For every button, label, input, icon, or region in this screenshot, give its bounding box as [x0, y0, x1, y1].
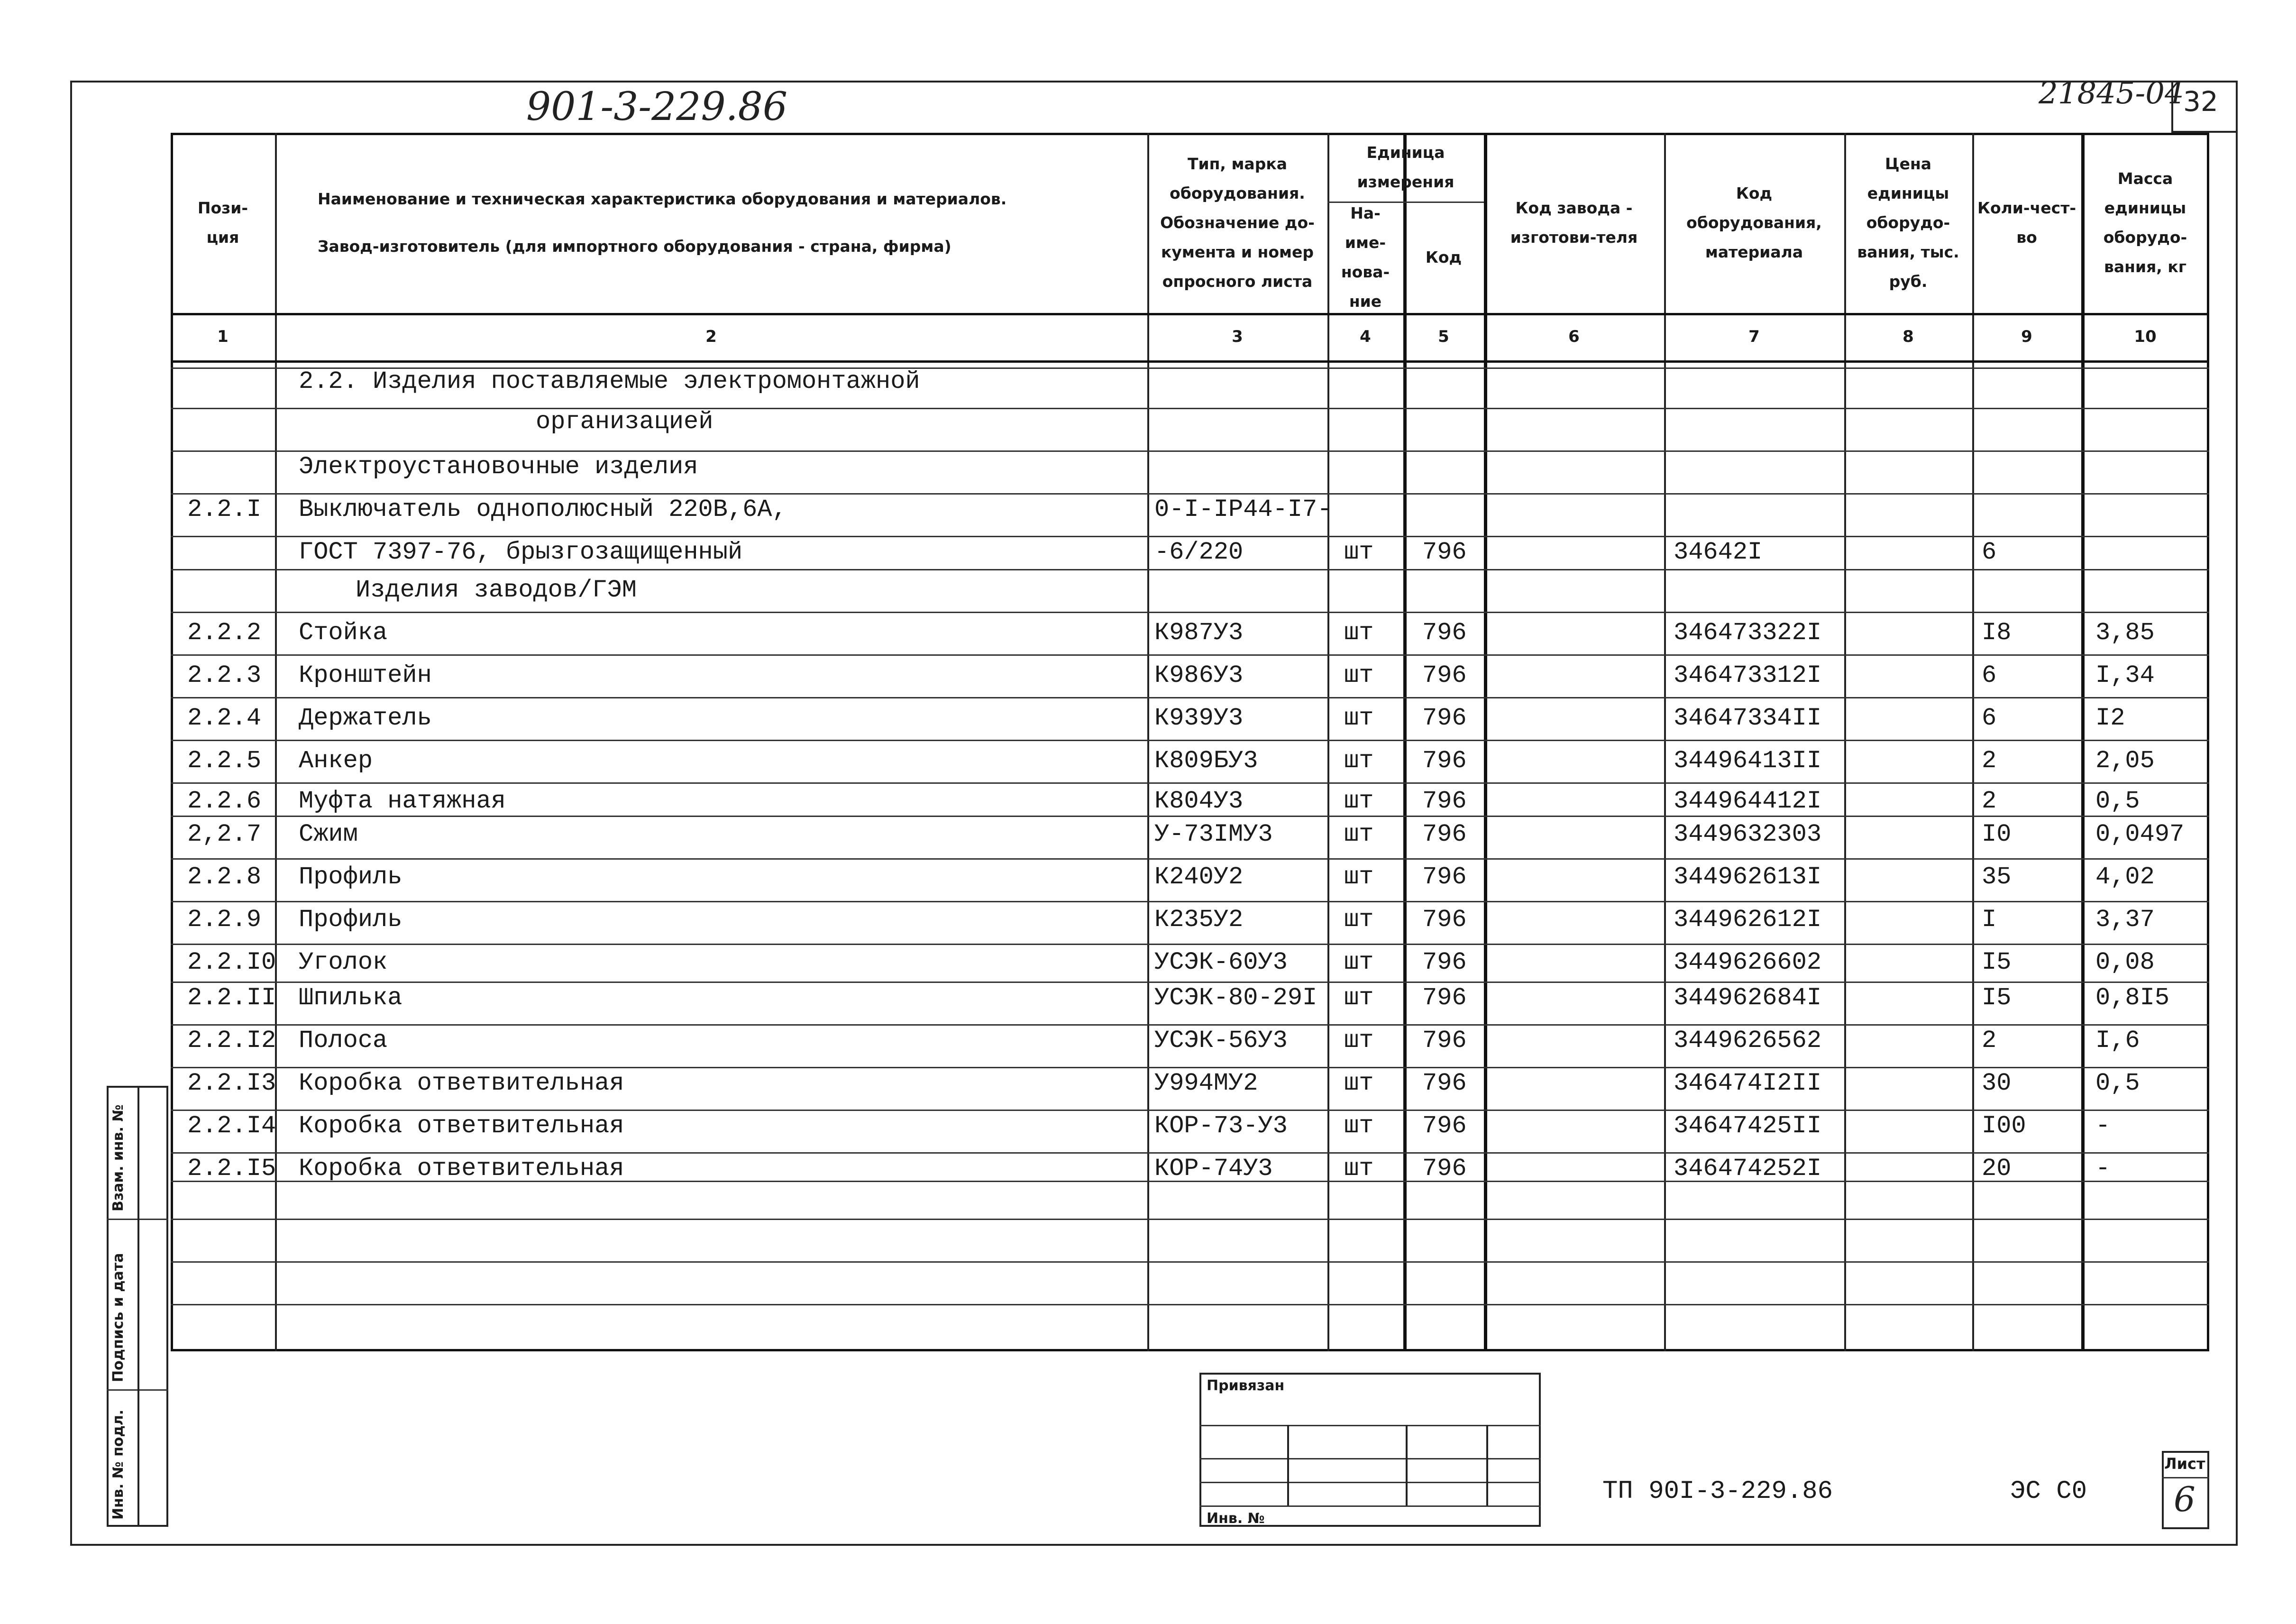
side-label-inv: Инв. № подл. [110, 1409, 127, 1520]
row-pos: 2.2.9 [187, 906, 262, 934]
row-pos: 2.2.I [187, 495, 262, 523]
row-equip: 346473312I [1674, 661, 1822, 689]
row-mass: - [2095, 1155, 2111, 1183]
title-block-line [1199, 1482, 1541, 1483]
column-header-price: Цена единицы оборудо-вания, тыс. руб. [1857, 155, 1965, 291]
row-unit: шт [1344, 948, 1374, 976]
row-divider [171, 782, 2209, 784]
row-pos: 2.2.I2 [187, 1027, 276, 1055]
column-number-qty: 9 [2021, 327, 2032, 346]
row-unit: шт [1344, 906, 1374, 934]
row-name: Профиль [299, 863, 402, 891]
row-unit: шт [1344, 747, 1374, 775]
row-name: Коробка ответвительная [299, 1112, 624, 1140]
row-code: 796 [1422, 948, 1467, 976]
row-divider [171, 654, 2209, 656]
row-pos: 2.2.5 [187, 747, 262, 775]
row-qty: 6 [1982, 661, 1997, 689]
row-type: КОР-74У3 [1154, 1155, 1273, 1183]
column-header-unit_group: Единица измерения [1357, 143, 1454, 191]
row-mass: 0,0497 [2095, 820, 2185, 848]
row-equip: 346474252I [1674, 1155, 1822, 1183]
column-header-pos: Пози- ция [197, 199, 248, 247]
row-divider [171, 569, 2209, 570]
row-code: 796 [1422, 984, 1467, 1012]
row-type: -6/220 [1154, 538, 1244, 566]
row-mass: - [2095, 1112, 2111, 1140]
row-divider [171, 1067, 2209, 1068]
page-number: 32 [2183, 85, 2218, 118]
row-type: К939У3 [1154, 704, 1244, 732]
column-header-mass: Масса единицы оборудо-вания, кг [2103, 169, 2192, 276]
row-divider [171, 901, 2209, 902]
row-type: 0-I-IP44-I7- [1154, 495, 1332, 523]
doc-code-left: 901-3-229.86 [526, 84, 788, 129]
row-divider [171, 1304, 2209, 1305]
row-type: К235У2 [1154, 906, 1244, 934]
title-block-line [1406, 1425, 1408, 1505]
row-unit: шт [1344, 984, 1374, 1012]
column-header-qty: Коли-чест-во [1977, 199, 2076, 247]
row-equip: 3449632303 [1674, 820, 1822, 848]
row-divider [171, 1024, 2209, 1026]
row-mass: 0,5 [2095, 787, 2140, 815]
row-qty: I5 [1982, 948, 2012, 976]
row-qty: 6 [1982, 704, 1997, 732]
row-divider [171, 493, 2209, 495]
row-equip: 344962612I [1674, 906, 1822, 934]
header-line [171, 313, 2209, 315]
title-block-line [1199, 1425, 1541, 1426]
row-pos: 2.2.I0 [187, 948, 276, 976]
row-type: К804У3 [1154, 787, 1244, 815]
row-qty: I8 [1982, 619, 2012, 647]
row-code: 796 [1422, 1112, 1467, 1140]
row-code: 796 [1422, 704, 1467, 732]
row-equip: 3449626602 [1674, 948, 1822, 976]
column-header-type: Тип, марка оборудования. Обозначение до-кумента и номер опросного листа [1160, 155, 1319, 291]
row-code: 796 [1422, 661, 1467, 689]
row-pos: 2.2.8 [187, 863, 262, 891]
row-code: 796 [1422, 538, 1467, 566]
row-divider [171, 816, 2209, 817]
row-type: У-73IМУ3 [1154, 820, 1273, 848]
row-qty: 30 [1982, 1069, 2012, 1097]
row-type: К987У3 [1154, 619, 1244, 647]
row-mass: 0,8I5 [2095, 984, 2170, 1012]
row-pos: 2.2.I3 [187, 1069, 276, 1097]
row-unit: шт [1344, 1027, 1374, 1055]
column-divider [1327, 133, 1329, 1351]
column-header-plant_code: Код завода - изготови-теля [1510, 199, 1638, 247]
equipment-table [171, 133, 2209, 1351]
row-unit: шт [1344, 704, 1374, 732]
row-divider [171, 450, 2209, 452]
row-name: Коробка ответвительная [299, 1155, 624, 1183]
row-divider [171, 1152, 2209, 1154]
row-mass: I,6 [2095, 1027, 2140, 1055]
side-label-sign: Подпись и дата [110, 1253, 127, 1382]
row-name: 2.2. Изделия поставляемые электромонтажной [299, 367, 920, 395]
sheet-box-line [2162, 1477, 2209, 1478]
row-qty: I0 [1982, 820, 2012, 848]
row-divider [171, 1219, 2209, 1220]
row-unit: шт [1344, 863, 1374, 891]
column-header-name: Наименование и техническая характеристика оборудования и материалов. Завод-изготовитель (для импортного оборудования - страна, фирма) [318, 190, 1007, 256]
row-name: Выключатель однополюсный 220В,6А, [299, 495, 787, 523]
row-qty: I [1982, 906, 1997, 934]
row-unit: шт [1344, 1112, 1374, 1140]
row-name: Полоса [299, 1027, 388, 1055]
row-equip: 346473322I [1674, 619, 1822, 647]
row-qty: I00 [1982, 1112, 2026, 1140]
row-divider [171, 1110, 2209, 1111]
row-unit: шт [1344, 820, 1374, 848]
column-header-unit_code: Код [1425, 248, 1462, 266]
title-block-line [1199, 1458, 1541, 1459]
row-mass: 2,05 [2095, 747, 2155, 775]
column-divider [1147, 133, 1149, 1351]
row-type: УСЭК-60У3 [1154, 948, 1288, 976]
row-divider [171, 858, 2209, 860]
row-type: УСЭК-56У3 [1154, 1027, 1288, 1055]
row-name: Изделия заводов/ГЭМ [356, 576, 637, 604]
row-name: Анкер [299, 747, 373, 775]
sheet-number: 6 [2174, 1479, 2195, 1519]
row-unit: шт [1344, 619, 1374, 647]
row-mass: 3,85 [2095, 619, 2155, 647]
row-equip: 34642I [1674, 538, 1763, 566]
row-code: 796 [1422, 1027, 1467, 1055]
row-qty: 2 [1982, 747, 1997, 775]
title-block-line [1486, 1425, 1488, 1505]
row-name: ГОСТ 7397-76, брызгозащищенный [299, 538, 743, 566]
row-name: Электроустановочные изделия [299, 453, 698, 481]
column-divider [1484, 133, 1487, 1351]
stamp-privyazan: Привязан [1207, 1377, 1285, 1394]
column-number-name: 2 [705, 327, 717, 346]
row-qty: 6 [1982, 538, 1997, 566]
column-number-price: 8 [1903, 327, 1914, 346]
stamp-inv-no: Инв. № [1207, 1510, 1265, 1527]
row-unit: шт [1344, 1155, 1374, 1183]
row-equip: 34647425II [1674, 1112, 1822, 1140]
row-equip: 344964412I [1674, 787, 1822, 815]
row-pos: 2.2.4 [187, 704, 262, 732]
row-code: 796 [1422, 906, 1467, 934]
row-equip: 34647334II [1674, 704, 1822, 732]
row-divider [171, 697, 2209, 698]
row-divider [171, 536, 2209, 537]
row-qty: I5 [1982, 984, 2012, 1012]
row-name: Стойка [299, 619, 388, 647]
row-equip: 3449626562 [1674, 1027, 1822, 1055]
column-divider [1972, 133, 1974, 1351]
row-pos: 2.2.I5 [187, 1155, 276, 1183]
row-name: Уголок [299, 948, 388, 976]
title-block-line [1199, 1505, 1541, 1507]
doc-code-right: 21845-04 [2039, 76, 2184, 111]
column-divider [2081, 133, 2085, 1351]
row-pos: 2.2.3 [187, 661, 262, 689]
row-type: К986У3 [1154, 661, 1244, 689]
row-equip: 346474I2II [1674, 1069, 1822, 1097]
sheet-label: Лист [2164, 1455, 2205, 1473]
row-unit: шт [1344, 661, 1374, 689]
row-unit: шт [1344, 1069, 1374, 1097]
row-code: 796 [1422, 1155, 1467, 1183]
column-number-type: 3 [1232, 327, 1243, 346]
row-pos: 2.2.2 [187, 619, 262, 647]
row-name: Профиль [299, 906, 402, 934]
column-header-equip_code: Код оборудования, материала [1686, 184, 1828, 261]
row-divider [171, 612, 2209, 613]
row-name: Сжим [299, 820, 358, 848]
row-name: Коробка ответвительная [299, 1069, 624, 1097]
row-divider [171, 408, 2209, 409]
column-number-mass: 10 [2134, 327, 2157, 346]
row-name: Кронштейн [299, 661, 432, 689]
row-mass: 0,08 [2095, 948, 2155, 976]
row-unit: шт [1344, 538, 1374, 566]
title-block-line [1287, 1425, 1289, 1505]
row-equip: 34496413II [1674, 747, 1822, 775]
row-type: У994МУ2 [1154, 1069, 1258, 1097]
column-number-unit_name: 4 [1360, 327, 1371, 346]
row-qty: 35 [1982, 863, 2012, 891]
row-divider [171, 982, 2209, 983]
column-number-plant_code: 6 [1568, 327, 1580, 346]
row-name: Держатель [299, 704, 432, 732]
row-type: КОР-73-У3 [1154, 1112, 1288, 1140]
column-number-pos: 1 [217, 327, 229, 346]
row-divider [171, 1261, 2209, 1263]
row-code: 796 [1422, 747, 1467, 775]
row-name: Шпилька [299, 984, 402, 1012]
row-equip: 344962613I [1674, 863, 1822, 891]
row-name: организацией [536, 408, 713, 436]
row-pos: 2.2.I4 [187, 1112, 276, 1140]
row-unit: шт [1344, 787, 1374, 815]
column-divider [1844, 133, 1846, 1351]
row-type: К240У2 [1154, 863, 1244, 891]
column-number-equip_code: 7 [1748, 327, 1760, 346]
row-qty: 2 [1982, 787, 1997, 815]
row-mass: 4,02 [2095, 863, 2155, 891]
row-code: 796 [1422, 787, 1467, 815]
row-type: К809БУ3 [1154, 747, 1258, 775]
doc-mark: ЭС С0 [2010, 1477, 2087, 1506]
column-divider [1403, 133, 1407, 1351]
row-pos: 2.2.6 [187, 787, 262, 815]
row-qty: 20 [1982, 1155, 2012, 1183]
row-divider [171, 944, 2209, 945]
row-mass: 0,5 [2095, 1069, 2140, 1097]
column-header-unit_name: На-име-нова-ние [1341, 203, 1390, 311]
row-code: 796 [1422, 619, 1467, 647]
row-type: УСЭК-80-29I [1154, 984, 1317, 1012]
doc-title: ТП 90I-3-229.86 [1602, 1477, 1833, 1506]
row-pos: 2.2.II [187, 984, 276, 1012]
header-line [171, 360, 2209, 363]
row-qty: 2 [1982, 1027, 1997, 1055]
row-mass: I,34 [2095, 661, 2155, 689]
row-pos: 2,2.7 [187, 820, 262, 848]
side-label-vzam: Взам. инв. № [110, 1104, 127, 1211]
row-mass: I2 [2095, 704, 2125, 732]
row-code: 796 [1422, 820, 1467, 848]
row-equip: 344962684I [1674, 984, 1822, 1012]
side-strip-divider [137, 1086, 139, 1527]
row-name: Муфта натяжная [299, 787, 506, 815]
column-divider [1664, 133, 1666, 1351]
row-mass: 3,37 [2095, 906, 2155, 934]
row-code: 796 [1422, 1069, 1467, 1097]
row-code: 796 [1422, 863, 1467, 891]
column-number-unit_code: 5 [1438, 327, 1449, 346]
row-divider [171, 740, 2209, 741]
title-block [1199, 1373, 1541, 1527]
